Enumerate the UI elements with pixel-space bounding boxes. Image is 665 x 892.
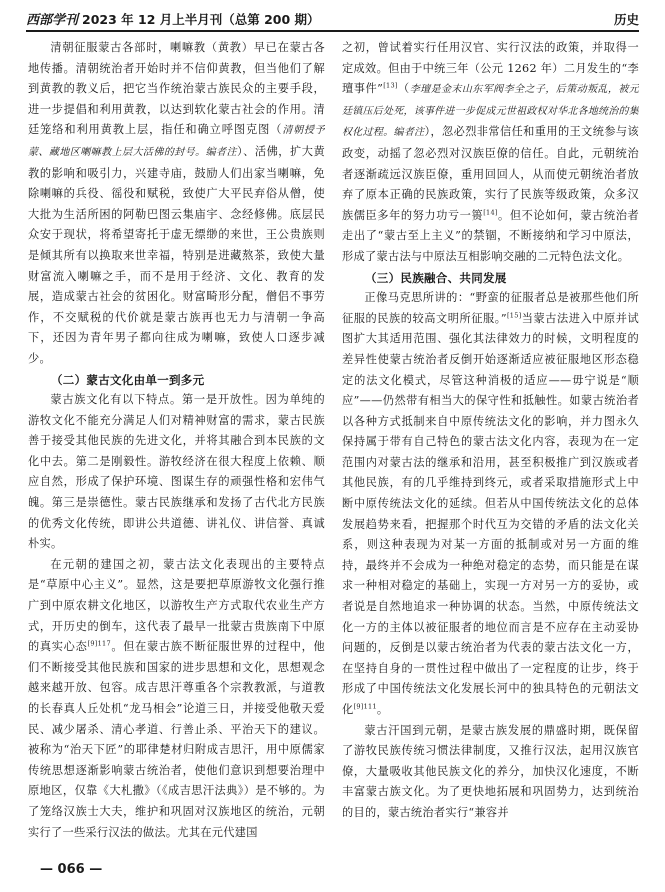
- section-label: 历史: [613, 12, 639, 27]
- citation: [14]: [483, 208, 498, 217]
- section-heading: （三）民族融合、共同发展: [365, 270, 507, 285]
- journal-info: [26, 9, 320, 28]
- citation: [15]: [506, 310, 522, 319]
- paragraph: 在元朝的建国之初，蒙古法文化表现出的主要特点是“草原中心主义”。显然，这是要把草原游牧文化强行推广到中原农耕文化地区，以游牧生产方式取代农业生产方式，开历史的倒车，这代表了最早一批蒙古贵族南下中原的真实心态$^{[9]117}$。但在蒙古族不断征服世界的过程中，他们不断接受其他民族和国家的进步思想和文化，思想观念越来越开放、包容。成吉思汗尊重各个宗教教派，与道教的长春真人丘处机“龙马相会”论道三日，并接受他敬天爱民、减少屠杀、清心孝道、行善止杀、平治天下的建议。被称为“治天下匠”的耶律楚材归附成吉思汗，用中原儒家传统思想逐渐影响蒙古统治者，使他们意识到想要治理中原地区，仅靠《大札撒》（《成吉思汗法典》）是不够的。为了笼络汉族士大夫，维护和巩固对汉族地区的统治，元朝实行了一些采行汉法的做法。尤其在元代建国: [28, 557, 325, 839]
- citation: [9]117: [87, 639, 111, 648]
- left-column: [28, 38, 325, 856]
- page-header: [26, 8, 639, 32]
- paragraph: 正像马克思所讲的：“野蛮的征服者总是被那些他们所征服的民族的较高文明所征服。”[15]当蒙古法进入中原并试图扩大其适用范围、强化其法律效力的时候，文明程度的差异性使蒙古统治者反倒开始逐渐适应被征服地区形态稳定的法文化模式，尽管这种消极的适应——毋宁说是“顺应”——仍然带有相当大的保守性和抵触性。如蒙古统治者以各种方式抵制来自中原传统法文化的影响，并力图永久保持属于带有自己特色的蒙古法文化内容，表现为在一定范围内对蒙古法的继承和沿用，甚至积极推广到汉族或者其他民族，有的几乎维持到终元，或者采取措施形式上中断中原传统法文化的延续。但若从中国传统法文化的总体发展趋势来看，把握那个时代互为交错的矛盾的法文化关系，则这种表现为对某一方面的抵制或对另一方面的维持，最终并不会成为一种绝对稳定的态势，而只能是在谋求一种相对稳定的基础上，实现一方对另一方的妥协，或者说是自然地追求一种协调的状态。当然，中原传统法文化一方的主体以被征服者的地位而言是不应存在主动妥协问题的，反倒是以蒙古统治者为代表的蒙古法文化一方，在坚持自身的一贯性过程中做出了一定程度的让步，终于形成了中国传统法文化发展长河中的独具特色的元朝法文化$^{[9]111}$。: [342, 291, 639, 716]
- paragraph: 蒙古汗国到元朝，是蒙古族发展的鼎盛时期，既保留了游牧民族传统习惯法律制度，又推行汉法，起用汉族官僚，大量吸收其他民族文化的养分，加快汉化速度，不断丰富蒙古族文化。为了更快地拓展和巩固势力，达到统治的目的，蒙古统治者实行“兼容并: [342, 723, 639, 819]
- citation: [9]111: [353, 702, 377, 711]
- right-column: [342, 38, 639, 856]
- journal-logo: 西部学刊: [26, 13, 79, 28]
- section-heading: （二）蒙古文化由单一到多元: [51, 372, 205, 387]
- paragraph: 清朝征服蒙古各部时，喇嘛教（黄教）早已在蒙古各地传播。清朝统治者开始时并不信仰黄教，但当他们了解到黄教的教义后，把它当作统治蒙古族民众的主要手段，进一步提倡和利用黄教，以达到软化蒙古社会的作用。清廷笼络和利用黄教上层，指任和确立呼图克图（清朝授予蒙、藏地区喇嘛教上层大活佛的封号。编者注）、活佛，扩大黄教的影响和吸引力，兴建寺庙，鼓励人们出家当喇嘛，免除喇嘛的兵役、徭役和赋税，致使广大平民弃俗从僧，使大批为生活所困的阿勒巴图云集庙宇、念经修佛。底层民众安于现状，将希望寄托于虚无缥缈的来世，王公贵族则是倾其所有以换取来世幸福，特别是进藏熬茶，致使大量财富流入喇嘛之手，而不是用于经济、文化、教育的发展，造成蒙古社会的贫困化。财富畸形分配，僧侣不事劳作，不交赋税的代价就是蒙古族再也无力与清朝一争高下，还因为青年男子都向往成为喇嘛，致使人口逐步减少。: [28, 41, 325, 365]
- paragraph: 之初，曾试着实行任用汉官、实行汉法的政策，并取得一定成效。但由于中统三年（公元 1262 年）二月发生的“李璮事件”[13]（李璮是金末山东军阀李全之子，后策动叛乱，被元廷镇压后处死，该事件进一步促成元世祖政权对华北各地统治的集权化过程。编者注），忽必烈非常信任和重用的王文统参与该政变，动摇了忽必烈对汉族臣僚的信任。自此，元朝统治者逐渐疏远汉族臣僚，重用回回人，从而使元朝统治者放弃了原本正确的民族政策，实行了民族等级政策，众多汉族儒臣多年的努力功亏一篑[14]。但不论如何，蒙古统治者走出了“蒙古至上主义”的禁锢，不断接纳和学习中原法，形成了蒙古法与中原法互相影响交融的二元特色法文化。: [342, 41, 639, 263]
- editor-note: 清朝授予蒙、藏地区喇嘛教上层大活佛的封号。编者注: [28, 125, 325, 158]
- editor-note: 李璮是金末山东军阀李全之子，后策动叛乱，被元廷镇压后处死，该事件进一步促成元世祖政权对华北各地统治的集权化过程。编者注: [342, 84, 639, 139]
- page-number: — 066 —: [40, 862, 103, 877]
- issue-info: 2023 年 12 月上半月刊（总第 200 期）: [82, 12, 320, 27]
- citation: [13]: [383, 81, 398, 90]
- paragraph: 蒙古族文化有以下特点。第一是开放性。因为单纯的游牧文化不能充分满足人们对精神财富的需求，蒙古民族善于接受其他民族的先进文化，并将其融合到本民族的文化中去。第二是刚毅性。游牧经济在很大程度上依赖、顺应自然，形成了保护环境、图谋生存的顽强性格和宏伟气魄。第三是崇德性。蒙古民族继承和发扬了古代北方民族的优秀文化传统，即讲公共道德、讲礼仪、讲信誉、真诚朴实。: [28, 393, 325, 551]
